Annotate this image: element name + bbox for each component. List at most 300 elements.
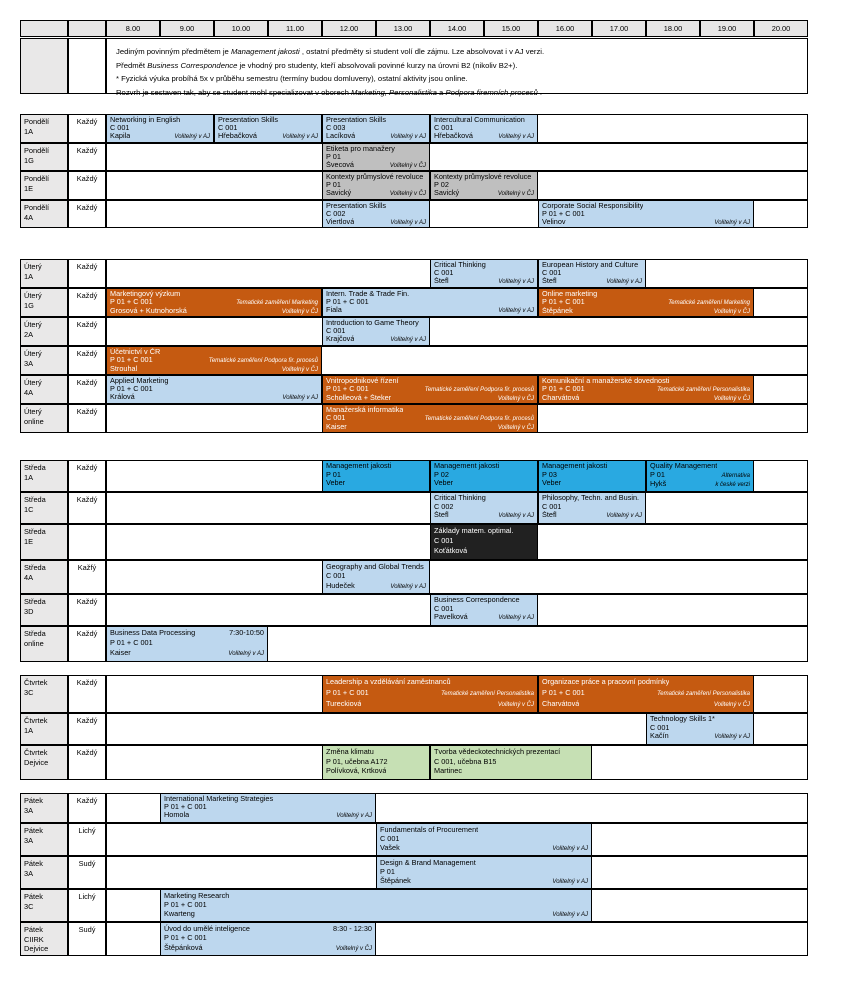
event-lecturer: Strouhal (110, 365, 138, 373)
event-code: P 01 + C 001 (326, 385, 369, 393)
event-code: P 02 (434, 181, 449, 189)
event-annotation: Volitelný v ČJ (497, 425, 534, 431)
frequency-label: Každý (76, 117, 98, 126)
frequency-label: Kažfý (77, 563, 97, 572)
event-annotation: Tematické zaměření Personalistika (441, 690, 534, 697)
day-label-line: Středa (24, 563, 46, 572)
day-label-cell (20, 745, 68, 780)
event-title-line (107, 377, 321, 385)
event-code: P 03 (542, 470, 557, 479)
frequency-cell (68, 713, 106, 745)
day-label-cell (20, 460, 68, 492)
event-lecturer: Vašek (380, 843, 400, 852)
event-block (538, 200, 754, 228)
note-text-segment: a (436, 87, 446, 97)
day-label-line: 3A (24, 805, 34, 815)
event-title-line (107, 116, 213, 124)
event-code-line (431, 471, 537, 480)
day-label-line: 4A (24, 212, 34, 222)
event-title: Organizace práce a pracovní podmínky (542, 677, 670, 686)
day-label-line: Pondělí (24, 203, 50, 212)
frequency-cell (68, 114, 106, 143)
event-annotation: Volitelný v AJ (336, 813, 372, 819)
event-annotation: Volitelný v AJ (282, 395, 318, 401)
event-title: Business Data Processing (110, 628, 196, 637)
event-annotation: k české verzi (715, 482, 750, 489)
event-code: P 01 + C 001 (326, 687, 369, 697)
event-code: P 01, učebna A172 (326, 756, 388, 766)
event-annotation: Tematické zaměření Personalistika (657, 690, 750, 697)
event-lecturer-line (431, 613, 537, 623)
event-code-line (647, 471, 753, 481)
note-line (116, 59, 807, 73)
day-label-line: Pondělí (24, 146, 50, 155)
time-header-cell (106, 20, 160, 37)
event-lecturer: Kaiser (326, 423, 347, 431)
event-block (430, 524, 538, 560)
frequency-cell (68, 524, 106, 560)
event-lecturer-line (539, 511, 645, 521)
event-lecturer: Štěpánek (542, 307, 573, 315)
event-code-line (539, 269, 645, 277)
event-annotation: Volitelný v ČJ (497, 702, 534, 709)
event-title: Intercultural Communication (434, 116, 525, 124)
event-code: C 001 (380, 834, 400, 843)
event-code-line (377, 834, 591, 843)
note-text-segment: Rozvrh je sestaven tak, aby se student mohl specializovat v oborech (116, 87, 352, 97)
event-title-line (323, 116, 429, 124)
day-label-line: Čtvrtek (24, 678, 48, 687)
time-header-cell (160, 20, 214, 37)
day-label-line: 3A (24, 835, 34, 845)
event-title: Intern. Trade & Trade Fin. (326, 290, 410, 298)
event-lecturer-line (377, 876, 591, 887)
event-block (106, 346, 322, 375)
frequency-label: Každý (76, 597, 98, 606)
day-label-line: CIIRK (24, 934, 44, 944)
event-annotation: Volitelný v ČJ (497, 396, 534, 402)
day-label-line: Pátek (24, 925, 43, 934)
time-header-cell (214, 20, 268, 37)
event-annotation: Tematické zaměření Personalistika (657, 387, 750, 393)
day-label-line: 1E (24, 536, 34, 546)
event-code-line (539, 471, 645, 480)
day-label-line: Pátek (24, 826, 43, 835)
event-title: Manažerská informatika (326, 406, 404, 414)
event-lecturer-line (107, 393, 321, 402)
event-block (430, 171, 538, 200)
time-header-cell (376, 20, 430, 37)
event-code-line (431, 269, 537, 277)
time-header-label: 10.00 (231, 24, 251, 33)
frequency-label: Každý (76, 146, 98, 155)
event-annotation: Tematické zaměření Marketing (236, 300, 318, 306)
event-title-line (323, 562, 429, 571)
event-annotation: 8:30 - 12:30 (333, 924, 372, 933)
event-title-line (431, 173, 537, 181)
event-block (322, 375, 538, 404)
event-block (646, 460, 754, 492)
event-block (160, 889, 592, 922)
day-label-cell (20, 889, 68, 922)
header-corner-freq-cell (68, 20, 106, 37)
event-title: Applied Marketing (110, 377, 169, 385)
day-label-line: Úterý (24, 291, 42, 300)
frequency-cell (68, 889, 106, 922)
event-code-line (323, 327, 429, 335)
frequency-cell (68, 288, 106, 317)
event-title: European History and Culture (542, 261, 639, 269)
day-label-cell (20, 171, 68, 200)
event-code: C 001 (542, 269, 562, 277)
frequency-cell (68, 823, 106, 856)
event-title-line (323, 319, 429, 327)
day-label-cell (20, 524, 68, 560)
event-code-line (323, 124, 429, 132)
event-lecturer-line (431, 189, 537, 198)
event-title-line (323, 677, 537, 688)
event-code-line (323, 571, 429, 580)
event-title-line (161, 924, 375, 933)
event-code: P 01 + C 001 (164, 900, 207, 909)
event-annotation: Volitelný v AJ (498, 308, 534, 314)
event-lecturer-line (539, 394, 753, 403)
day-label-line: 1A (24, 271, 34, 281)
day-label-cell (20, 793, 68, 823)
event-lecturer: Štěpánková (164, 942, 203, 952)
event-title: Fundamentals of Procurement (380, 825, 479, 834)
day-label-cell (20, 143, 68, 171)
event-title-line (323, 145, 429, 153)
event-code: C 001 (218, 124, 238, 132)
event-annotation: Tematické zaměření Podpora fir. procesů (208, 358, 318, 364)
event-code: P 01 (326, 153, 341, 161)
event-code-line (539, 503, 645, 512)
event-lecturer: Savický (434, 189, 460, 197)
event-annotation: Volitelný v ČJ (335, 945, 372, 952)
event-lecturer-line (431, 132, 537, 141)
event-block (322, 745, 430, 780)
event-title: Technology Skills 1* (650, 715, 715, 723)
note-text-segment: Podpora firemních procesů (445, 87, 538, 97)
event-annotation: Volitelný v AJ (552, 912, 588, 918)
event-annotation: Volitelný v AJ (390, 134, 426, 140)
event-lecturer-line (107, 307, 321, 316)
event-title-line (323, 173, 429, 181)
event-code: P 01 + C 001 (542, 298, 585, 306)
event-lecturer-line (323, 335, 429, 344)
day-label-line: 3D (24, 606, 34, 616)
day-label-cell (20, 346, 68, 375)
event-lecturer-line (431, 511, 537, 521)
day-label-line: Čtvrtek (24, 716, 48, 725)
note-line (116, 72, 807, 86)
event-code: C 001 (434, 604, 454, 613)
event-lecturer-line (539, 307, 753, 316)
note-line (116, 86, 807, 100)
time-header-label: 14.00 (447, 24, 467, 33)
event-code-line (323, 688, 537, 700)
event-lecturer-line (323, 218, 429, 227)
time-header-cell (646, 20, 700, 37)
frequency-label: Každý (76, 262, 98, 271)
event-block (430, 492, 538, 524)
event-code: C 001 (650, 723, 670, 732)
day-label-cell (20, 375, 68, 404)
note-text-segment: je vhodný pro studenty, kteří absolvovali povinné kurzy na úrovni B2 (nikoliv B2+). (237, 60, 518, 70)
event-lecturer: Charvátová (542, 699, 580, 709)
day-label-line: 4A (24, 572, 34, 582)
event-block (322, 675, 538, 713)
event-block (376, 856, 592, 889)
event-title: Management jakosti (326, 462, 392, 470)
event-lecturer: Štefl (542, 277, 557, 285)
day-label-cell (20, 317, 68, 346)
event-annotation: Volitelný v AJ (390, 220, 426, 226)
event-annotation: Volitelný v AJ (282, 134, 318, 140)
event-title: Změna klimatu (326, 747, 374, 756)
day-label-line: Středa (24, 629, 46, 638)
day-label-line: 1G (24, 155, 34, 165)
event-lecturer-line (539, 218, 753, 227)
event-lecturer-line (539, 479, 645, 488)
schedule-row (106, 143, 808, 171)
event-block (322, 404, 538, 433)
frequency-cell (68, 745, 106, 780)
event-lecturer: Polívková, Krtková (326, 766, 387, 776)
event-lecturer: Koťátková (434, 546, 468, 555)
event-title-line (323, 462, 429, 471)
event-code: C 001 (434, 124, 454, 132)
frequency-cell (68, 675, 106, 713)
event-code: P 01 + C 001 (164, 933, 207, 943)
event-code-line (161, 803, 375, 811)
event-code-line (323, 181, 429, 189)
event-title: Presentation Skills (218, 116, 279, 124)
event-code: P 02 (434, 470, 449, 479)
event-title-line (215, 116, 321, 124)
event-lecturer: Tureckiová (326, 699, 362, 709)
day-label-cell (20, 259, 68, 288)
frequency-cell (68, 793, 106, 823)
day-label-line: Pondělí (24, 174, 50, 183)
day-label-cell (20, 594, 68, 626)
event-block (322, 114, 430, 143)
event-annotation: Volitelný v AJ (606, 513, 642, 520)
event-title-line (323, 406, 537, 414)
day-label-line: 3C (24, 687, 34, 697)
event-title-line (323, 290, 537, 298)
event-block (322, 200, 430, 228)
event-title: Management jakosti (434, 462, 500, 470)
event-lecturer-line (215, 132, 321, 141)
day-label-line: 1C (24, 504, 34, 514)
notes-day-cell (20, 38, 68, 94)
event-block (538, 288, 754, 317)
event-title-line (377, 858, 591, 867)
event-lecturer-line (539, 277, 645, 286)
event-title: Tvorba vědeckotechnických prezentací (434, 747, 561, 756)
event-title: Kontexty průmyslové revoluce (326, 173, 424, 181)
event-lecturer: Hykš (650, 480, 667, 489)
event-block (214, 114, 322, 143)
event-title: Kontexty průmyslové revoluce (434, 173, 532, 181)
day-label-cell (20, 288, 68, 317)
event-annotation: Volitelný v AJ (498, 279, 534, 285)
day-label-line: Čtvrtek (24, 748, 48, 757)
frequency-label: Lichý (78, 826, 96, 835)
frequency-cell (68, 346, 106, 375)
event-annotation: Volitelný v AJ (498, 134, 534, 140)
event-block (430, 594, 538, 626)
event-title-line (107, 628, 267, 638)
event-code-line (323, 757, 429, 767)
event-title-line (431, 494, 537, 503)
day-label-line: Úterý (24, 320, 42, 329)
event-code: P 01 + C 001 (326, 298, 369, 306)
time-header-label: 9.00 (179, 24, 195, 33)
event-block (322, 560, 430, 594)
time-header-label: 15.00 (501, 24, 521, 33)
event-code-line (431, 181, 537, 189)
day-label-line: 1A (24, 126, 34, 136)
event-lecturer: Hřebačková (218, 132, 257, 140)
frequency-cell (68, 171, 106, 200)
event-code-line (647, 724, 753, 733)
event-lecturer-line (107, 132, 213, 141)
event-lecturer-line (107, 648, 267, 659)
event-title: Vnitropodnikové řízení (326, 377, 399, 385)
event-annotation: Tematické zaměření Marketing (668, 300, 750, 306)
day-label-line: 1A (24, 472, 34, 482)
frequency-cell (68, 143, 106, 171)
event-lecturer: Hřebačková (434, 132, 473, 140)
event-title-line (431, 747, 591, 757)
frequency-cell (68, 492, 106, 524)
event-title: Presentation Skills (326, 116, 387, 124)
event-lecturer-line (323, 699, 537, 711)
event-block (322, 288, 538, 317)
event-annotation: Volitelný v ČJ (389, 191, 426, 197)
time-header-label: 16.00 (555, 24, 575, 33)
event-block (538, 460, 646, 492)
event-lecturer-line (431, 277, 537, 286)
time-header-label: 20.00 (771, 24, 791, 33)
event-lecturer: Martinec (434, 766, 462, 776)
frequency-label: Každý (76, 349, 98, 358)
day-label-cell (20, 404, 68, 433)
event-title: Účetnictví v ČR (110, 348, 161, 356)
event-code: C 001, učebna B15 (434, 756, 497, 766)
day-label-line: Úterý (24, 378, 42, 387)
event-code-line (161, 900, 591, 909)
note-text-segment: Předmět (116, 60, 148, 70)
time-header-label: 13.00 (393, 24, 413, 33)
event-code: P 01 + C 001 (542, 385, 585, 393)
event-code-line (431, 503, 537, 512)
day-label-line: Středa (24, 495, 46, 504)
day-label-line: Dejvice (24, 944, 49, 954)
event-annotation: Volitelný v ČJ (497, 191, 534, 197)
event-lecturer: Veber (434, 479, 454, 488)
day-label-line: 3A (24, 358, 34, 368)
frequency-cell (68, 626, 106, 662)
event-lecturer-line (323, 132, 429, 141)
header-corner-day-cell (20, 20, 68, 37)
event-lecturer-line (377, 843, 591, 854)
event-code-line (323, 210, 429, 218)
time-header-cell (700, 20, 754, 37)
event-annotation: Volitelný v ČJ (713, 396, 750, 402)
event-annotation: Volitelný v AJ (228, 651, 264, 657)
event-code: P 01 + C 001 (542, 210, 585, 218)
event-annotation: Tematické zaměření Podpora fir. procesů (424, 387, 534, 393)
event-block (538, 259, 646, 288)
day-label-cell (20, 922, 68, 956)
event-title: Online marketing (542, 290, 598, 298)
event-block (430, 114, 538, 143)
event-lecturer-line (323, 479, 429, 488)
event-lecturer-line (161, 909, 591, 920)
event-title: Critical Thinking (434, 261, 486, 269)
event-title-line (539, 377, 753, 385)
time-header-label: 19.00 (717, 24, 737, 33)
event-lecturer-line (323, 189, 429, 198)
event-title-line (431, 462, 537, 471)
frequency-cell (68, 560, 106, 594)
frequency-label: Sudý (78, 925, 96, 934)
event-block (538, 492, 646, 524)
event-code-line (161, 933, 375, 942)
event-code: P 01 (650, 470, 665, 479)
event-lecturer: Homola (164, 811, 190, 819)
frequency-label: Každý (76, 629, 98, 638)
event-title-line (539, 202, 753, 210)
day-label-line: Středa (24, 597, 46, 606)
event-title: Etiketa pro manažery (326, 145, 395, 153)
note-text-segment: * Fyzická výuka probíhá 5x v průběhu semestru (termíny budou domluveny), ostatní aktivity jsou online. (116, 74, 468, 84)
event-annotation: Volitelný v AJ (552, 846, 588, 852)
event-title-line (431, 526, 537, 536)
event-code-line (431, 124, 537, 132)
event-title: Quality Management (650, 462, 718, 470)
notes-area (106, 38, 808, 97)
time-header-cell (430, 20, 484, 37)
event-code-line (431, 536, 537, 546)
event-code: P 01 + C 001 (110, 385, 153, 393)
event-code: P 01 + C 001 (164, 803, 207, 811)
event-title: Philosophy, Techn. and Busin. (542, 494, 640, 502)
event-code: C 003 (326, 124, 346, 132)
event-lecturer: Scholleová + Šteker (326, 394, 392, 402)
event-lecturer-line (647, 480, 753, 490)
event-annotation: Volitelný v ČJ (389, 163, 426, 169)
event-title: Geography and Global Trends (326, 562, 424, 571)
day-label-line: 1E (24, 183, 34, 193)
event-title: Corporate Social Responsibility (542, 202, 644, 210)
event-title-line (431, 116, 537, 124)
event-block (322, 143, 430, 171)
event-block (160, 793, 376, 823)
frequency-label: Každý (76, 495, 98, 504)
event-lecturer-line (323, 306, 537, 315)
event-annotation: Volitelný v AJ (714, 220, 750, 226)
event-code: C 001 (434, 269, 454, 277)
event-code-line (377, 867, 591, 876)
event-title-line (539, 462, 645, 471)
event-title-line (323, 747, 429, 757)
day-label-line: Pátek (24, 892, 43, 901)
